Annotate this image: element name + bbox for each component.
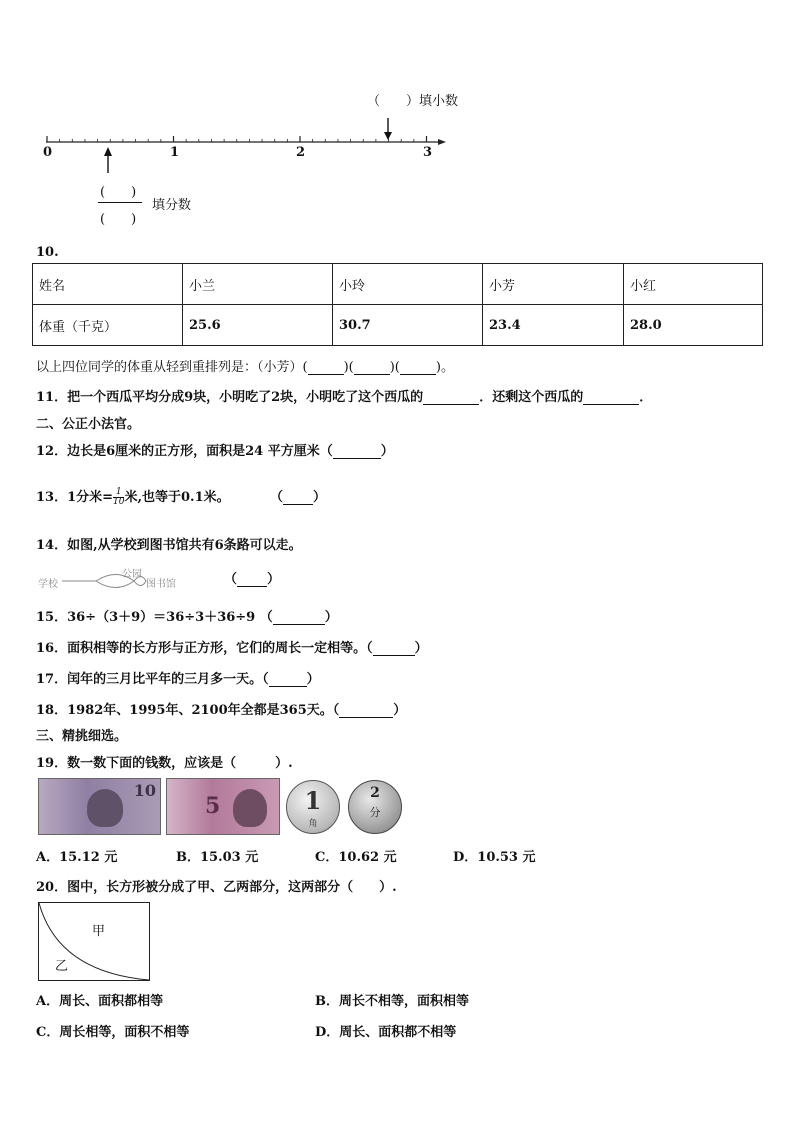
q14-blank[interactable] [237,572,267,587]
weight-xiaolan: 25.6 [183,305,333,346]
region-b-label: 乙 [55,959,69,974]
q13-answer [270,486,326,505]
fraction-denominator-blank[interactable]: ( ) [100,212,137,227]
portrait-icon [233,789,267,827]
fraction-label: 填分数 [152,198,192,213]
header-xiaolan: 小兰 [183,264,333,305]
q11-end: ． [639,390,653,405]
header-xiaoling: 小玲 [333,264,483,305]
q10-number: 10. [36,245,59,260]
q18-line [36,699,406,718]
q10-sep-1: )( [343,360,354,375]
section-2-heading: 二、公正小法官。 [36,417,141,432]
portrait-icon [87,789,123,827]
up-arrow [100,145,120,175]
q10-order-line [36,356,454,375]
library-label: 图书馆 [146,579,176,590]
q16-end: ） [414,641,428,656]
q13-paren-open: （ [270,490,284,505]
q15-blank[interactable] [273,610,325,625]
q12-text: 12．边长是6厘米的正方形，面积是24 平方厘米（ [36,444,333,459]
q13-fraction [113,488,124,507]
park-label: 公园 [122,569,142,580]
q13-post: 米,也等于0.1米。 [124,490,230,505]
q15-end: ） [324,610,338,625]
tick-label-2: 2 [296,145,306,160]
q16-blank[interactable] [373,641,415,656]
coin-2-fen [348,780,402,834]
q11-line [36,386,652,405]
coin-1-unit: 角 [308,819,318,829]
route-paths [36,566,196,594]
fraction-bar [98,202,142,203]
header-name: 姓名 [33,264,183,305]
q11-blank-1[interactable] [423,390,479,405]
q14-paren-open: （ [224,572,238,587]
school-label: 学校 [38,579,58,590]
q11-blank-2[interactable] [583,390,639,405]
answer-blank-3[interactable] [400,360,436,375]
q20-option-c[interactable]: C．周长相等，面积不相等 [36,1025,190,1040]
region-a-label: 甲 [92,924,106,939]
q14-paren-close: ） [267,572,281,587]
q19-option-c[interactable]: C．10.62 元 [315,850,397,865]
q13-paren-close: ） [313,490,327,505]
q19-option-a[interactable]: A．15.12 元 [36,850,118,865]
tick-label-0: 0 [43,145,53,160]
q18-blank[interactable] [339,703,393,718]
q17-blank[interactable] [269,672,307,687]
table-header-row [33,264,763,305]
q12-line [36,440,394,459]
q13-pre: 13．1分米= [36,490,114,505]
q19-option-b[interactable]: B．15.03 元 [176,850,259,865]
note-10-value: 10 [133,781,156,800]
q13-frac-den: 10 [113,497,125,507]
number-line-top-label: （ ）填小数 [367,94,459,109]
q12-blank[interactable] [333,444,381,459]
q20-text: 20．图中，长方形被分成了甲、乙两部分，这两部分（ ）. [36,880,397,895]
q20-option-a[interactable]: A．周长、面积都相等 [36,994,164,1009]
section-3-heading: 三、精挑细选。 [36,729,128,744]
weight-xiaohong: 28.0 [624,305,763,346]
q11-text: 11．把一个西瓜平均分成9块，小明吃了2块，小明吃了这个西瓜的 [36,390,424,405]
q19-option-d[interactable]: D．10.53 元 [453,850,536,865]
answer-blank-2[interactable] [354,360,390,375]
q19-text: 19．数一数下面的钱数，应该是（ ）. [36,756,293,771]
q15-line [36,606,338,625]
q16-line [36,637,428,656]
banknote-5 [166,778,280,835]
coin-1-jiao [286,780,340,834]
coin-1-value: 1 [304,786,322,815]
q13-frac-num: 1 [113,488,124,498]
weight-table [32,263,763,346]
q12-end: ） [380,444,394,459]
q13-line [36,486,230,507]
coin-2-unit: 分 [369,806,381,819]
q10-sep-2: )( [389,360,400,375]
q17-text: 17．闰年的三月比平年的三月多一天。（ [36,672,269,687]
answer-blank-1[interactable] [308,360,344,375]
table-row [33,305,763,346]
q18-text: 18．1982年、1995年、2100年全都是365天。（ [36,703,340,718]
q20-option-b[interactable]: B．周长不相等，面积相等 [315,994,469,1009]
coin-2-value: 2 [370,785,380,801]
weight-xiaofang: 23.4 [483,305,624,346]
route-diagram [36,566,196,594]
q15-text: 15．36÷（3＋9）＝36÷3＋36÷9 （ [36,610,273,625]
q17-line [36,668,320,687]
tick-label-3: 3 [423,145,433,160]
q20-option-d[interactable]: D．周长、面积都不相等 [315,1025,457,1040]
note-5-value: 5 [205,793,221,819]
q18-end: ） [393,703,407,718]
header-xiaohong: 小红 [624,264,763,305]
q11-mid: ．还剩这个西瓜的 [479,390,584,405]
q10-order-text: 以上四位同学的体重从轻到重排列是：（小芳）( [36,360,308,375]
header-xiaofang: 小芳 [483,264,624,305]
q14-text: 14．如图,从学校到图书馆共有6条路可以走。 [36,538,302,553]
q16-text: 16．面积相等的长方形与正方形，它们的周长一定相等。（ [36,641,373,656]
weight-xiaoling: 30.7 [333,305,483,346]
row-label: 体重（千克） [33,305,183,346]
fraction-numerator-blank[interactable]: ( ) [100,185,137,200]
q10-order-end: )。 [435,360,454,375]
q13-blank[interactable] [283,490,313,505]
tick-label-1: 1 [170,145,180,160]
q17-end: ） [306,672,320,687]
banknote-10 [38,778,161,835]
q14-answer [224,568,280,587]
